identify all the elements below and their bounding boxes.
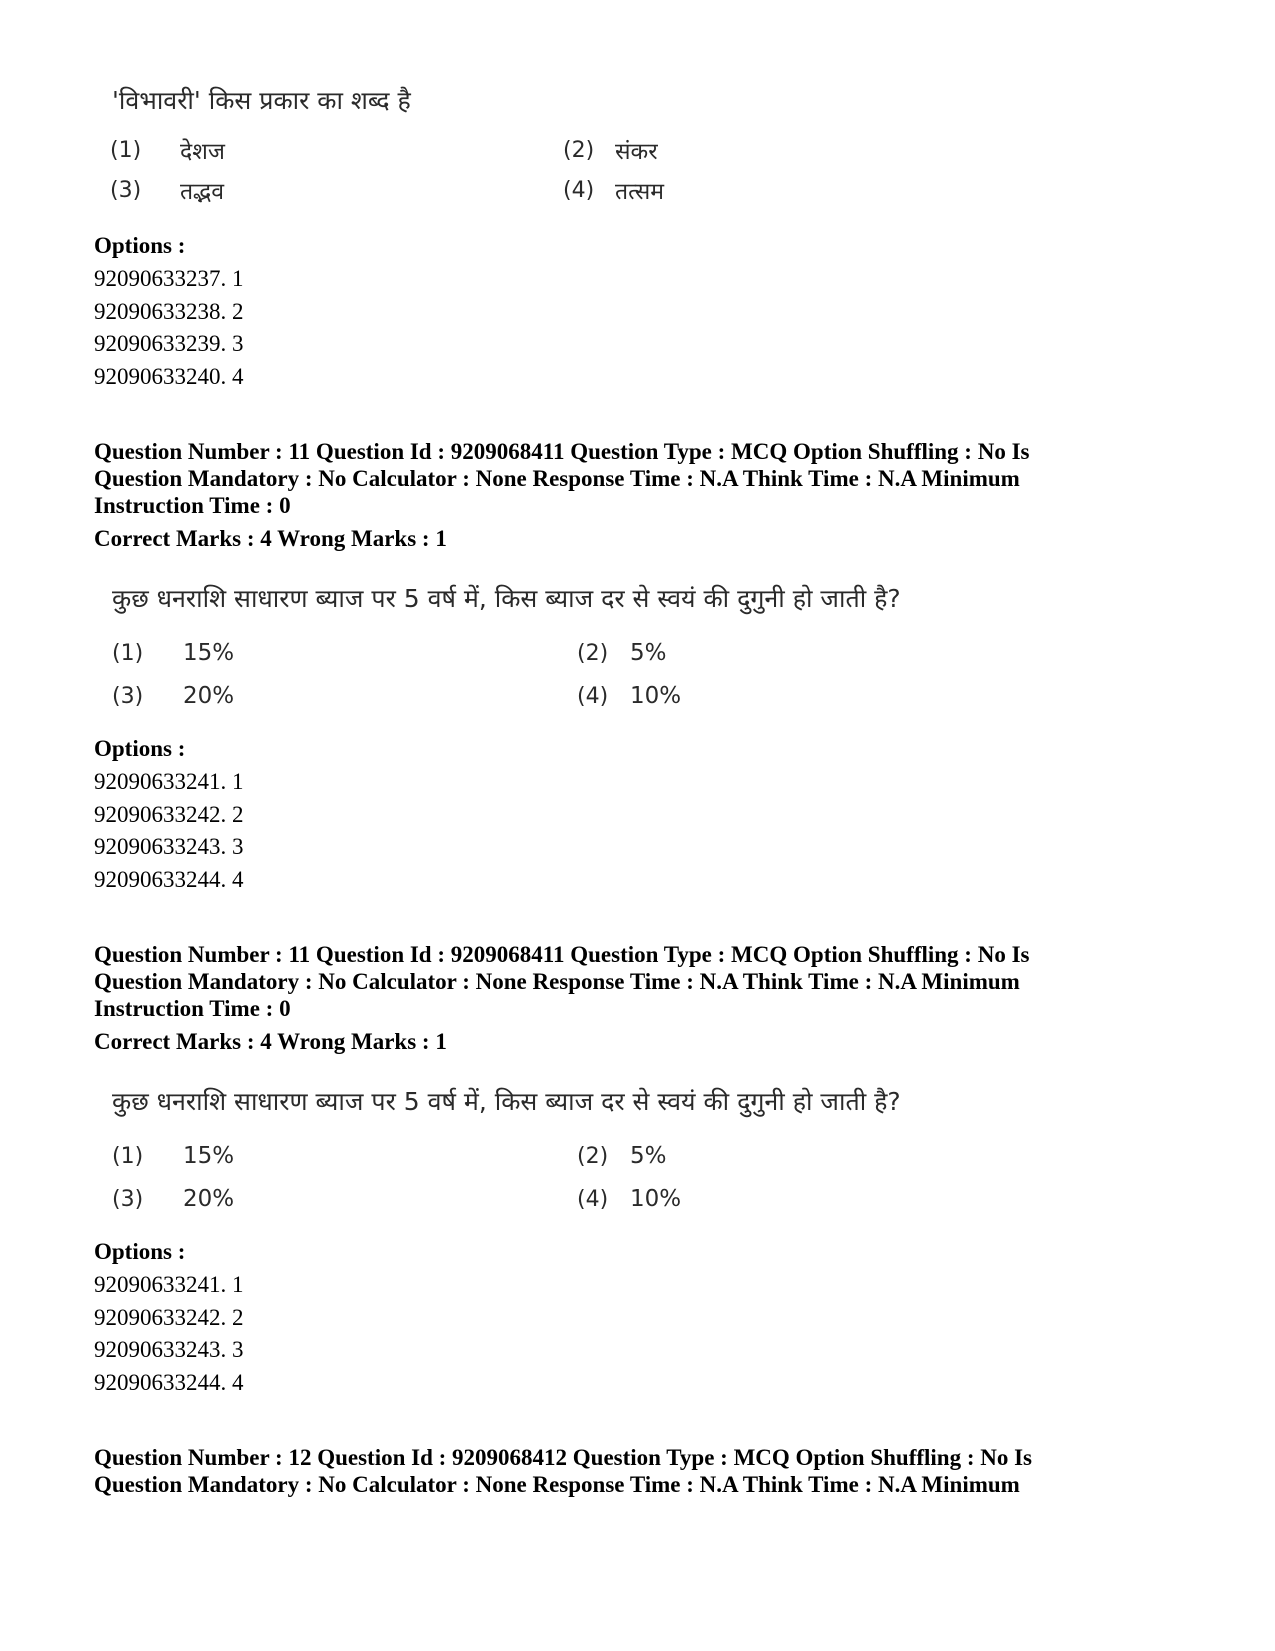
option-id: 92090633243. 3	[94, 834, 244, 859]
question-header-line: Instruction Time : 0	[94, 996, 291, 1021]
question-header	[94, 1444, 1094, 1498]
choice-number: (1)	[112, 1144, 144, 1169]
choice-number: (4)	[563, 178, 595, 203]
choice-text: संकर	[615, 139, 658, 165]
choice-number: (3)	[112, 684, 144, 709]
option-id: 92090633241. 1	[94, 769, 244, 794]
option-id: 92090633242. 2	[94, 1305, 244, 1330]
choice-text: 10%	[630, 683, 682, 709]
choice-text: 10%	[630, 1186, 682, 1212]
question-header-line: Question Number : 11 Question Id : 9209068411 Question Type : MCQ Option Shuffling : No Is	[94, 439, 1030, 464]
options-label: Options :	[94, 1239, 186, 1264]
question-header-line: Question Mandatory : No Calculator : None Response Time : N.A Think Time : N.A Minimum	[94, 1472, 1020, 1497]
choice-number: (2)	[563, 138, 595, 163]
question-text: कुछ धनराशि साधारण ब्याज पर 5 वर्ष में, किस ब्याज दर से स्वयं की दुगुनी हो जाती है?	[112, 584, 901, 613]
choice-number: (1)	[112, 641, 144, 666]
choice-text: तत्सम	[615, 179, 664, 205]
question-header-line: Question Number : 12 Question Id : 9209068412 Question Type : MCQ Option Shuffling : No Is	[94, 1445, 1033, 1470]
choice-number: (3)	[112, 1187, 144, 1212]
question-header-line: Instruction Time : 0	[94, 493, 291, 518]
question-header-line: Question Mandatory : No Calculator : None Response Time : N.A Think Time : N.A Minimum	[94, 969, 1020, 994]
question-header	[94, 941, 1094, 1022]
choice-text: तद्भव	[180, 179, 225, 205]
question-header-line: Question Mandatory : No Calculator : None Response Time : N.A Think Time : N.A Minimum	[94, 466, 1020, 491]
marks-line: Correct Marks : 4 Wrong Marks : 1	[94, 526, 447, 551]
choice-text: 15%	[183, 640, 235, 666]
choice-number: (2)	[577, 1144, 609, 1169]
option-id: 92090633237. 1	[94, 266, 244, 291]
option-id: 92090633238. 2	[94, 299, 244, 324]
choice-number: (2)	[577, 641, 609, 666]
option-id: 92090633240. 4	[94, 364, 244, 389]
question-text: 'विभावरी' किस प्रकार का शब्द है	[112, 86, 411, 115]
option-id: 92090633244. 4	[94, 1370, 244, 1395]
option-id: 92090633244. 4	[94, 867, 244, 892]
option-id: 92090633239. 3	[94, 331, 244, 356]
question-text: कुछ धनराशि साधारण ब्याज पर 5 वर्ष में, किस ब्याज दर से स्वयं की दुगुनी हो जाती है?	[112, 1087, 901, 1116]
choice-text: 20%	[183, 683, 235, 709]
choice-number: (4)	[577, 1187, 609, 1212]
choice-text: देशज	[180, 139, 225, 165]
question-header	[94, 438, 1094, 519]
option-id: 92090633241. 1	[94, 1272, 244, 1297]
options-label: Options :	[94, 233, 186, 258]
choice-text: 5%	[630, 1143, 667, 1169]
choice-number: (4)	[577, 684, 609, 709]
marks-line: Correct Marks : 4 Wrong Marks : 1	[94, 1029, 447, 1054]
choice-number: (1)	[110, 138, 142, 163]
question-header-line: Question Number : 11 Question Id : 9209068411 Question Type : MCQ Option Shuffling : No Is	[94, 942, 1030, 967]
choice-text: 15%	[183, 1143, 235, 1169]
choice-text: 5%	[630, 640, 667, 666]
option-id: 92090633243. 3	[94, 1337, 244, 1362]
choice-number: (3)	[110, 178, 142, 203]
choice-text: 20%	[183, 1186, 235, 1212]
option-id: 92090633242. 2	[94, 802, 244, 827]
options-label: Options :	[94, 736, 186, 761]
